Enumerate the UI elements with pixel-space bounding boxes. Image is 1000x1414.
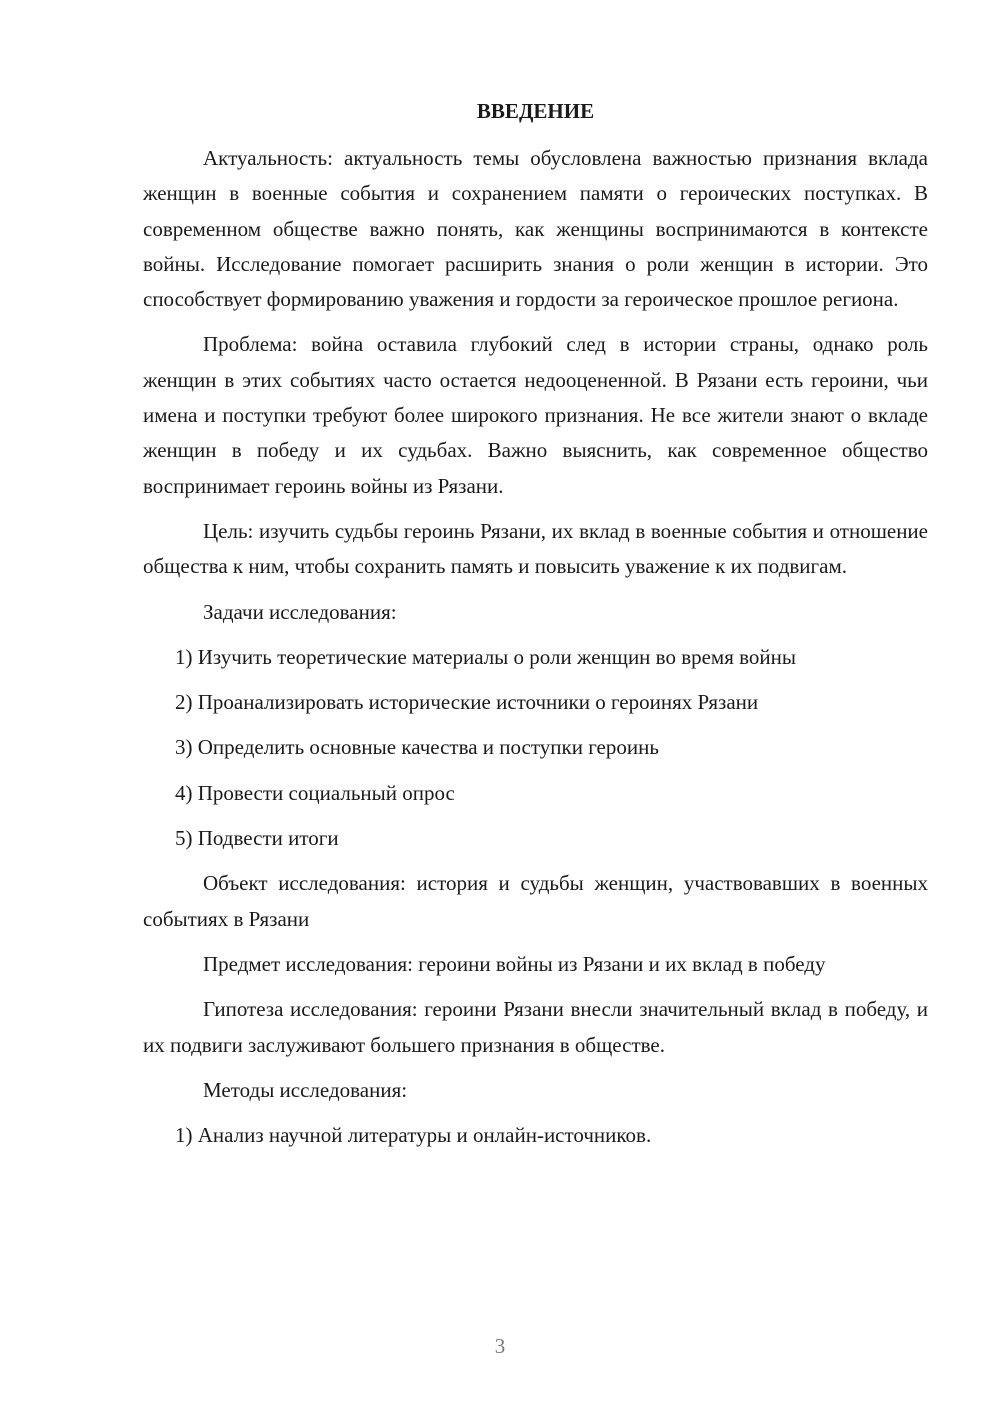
methods-heading: Методы исследования: <box>203 1077 408 1102</box>
subject-paragraph: Предмет исследования: героини войны из Рязани и их вклад в победу <box>203 951 826 976</box>
hypothesis-paragraph: Гипотеза исследования: героини Рязани внесли значительный вклад в победу, и их подвиги заслуживают большего признания в обществе. <box>143 997 928 1057</box>
page-number: 3 <box>494 1334 506 1358</box>
goal-paragraph: Цель: изучить судьбы героинь Рязани, их вклад в военные события и отношение общества к ним, чтобы сохранить память и повысить уважение к их подвигам. <box>143 518 928 579</box>
problem-paragraph: Проблема: война оставила глубокий след в истории страны, однако роль женщин в этих событиях часто остается недооцененной. В Рязани есть героини, чьи имена и поступки требуют более широкого признания. Не все жители знают о вкладе женщин в победу и их судьбах. Важно выяснить, как современное общество воспринимает героинь войны из Рязани. <box>143 332 928 498</box>
object-paragraph: Объект исследования: история и судьбы женщин, участвовавших в военных событиях в Рязани <box>143 871 928 931</box>
tasks-heading: Задачи исследования: <box>203 599 397 624</box>
section-title: ВВЕДЕНИЕ <box>476 99 595 123</box>
page-content <box>143 97 928 1163</box>
list-item: 3) Определить основные качества и поступки героинь <box>175 735 659 760</box>
list-item: 1) Изучить теоретические материалы о роли женщин во время войны <box>175 644 796 669</box>
list-item: 2) Проанализировать исторические источники о героинях Рязани <box>175 690 759 715</box>
tasks-list <box>143 640 928 856</box>
list-item: 1) Анализ научной литературы и онлайн-источников. <box>175 1123 652 1148</box>
list-item: 5) Подвести итоги <box>175 826 339 851</box>
methods-list <box>143 1118 928 1153</box>
list-item: 4) Провести социальный опрос <box>175 780 455 805</box>
relevance-paragraph: Актуальность: актуальность темы обусловлена важностью признания вклада женщин в военные события и сохранением памяти о героических поступках. В современном обществе важно понять, как женщины воспринимаются в контексте войны. Исследование помогает расширить знания о роли женщин в истории. Это способствует формированию уважения и гордости за героическое прошлое региона. <box>143 146 928 312</box>
